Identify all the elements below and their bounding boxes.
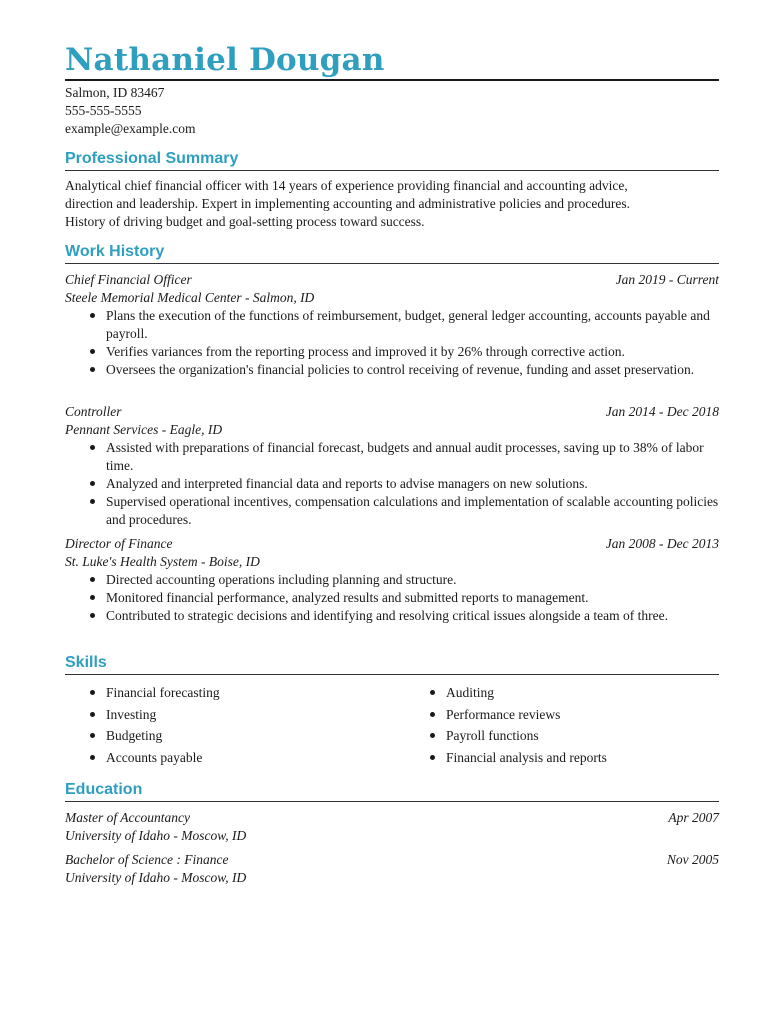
skill-item: Financial forecasting bbox=[106, 682, 405, 704]
education-school: University of Idaho - Moscow, ID bbox=[65, 870, 247, 885]
contact-phone: 555-555-5555 bbox=[65, 103, 142, 118]
work-history-heading: Work History bbox=[65, 243, 165, 260]
job-entry-controller bbox=[65, 403, 719, 529]
skill-item: Accounts payable bbox=[106, 747, 405, 769]
skill-item: Investing bbox=[106, 704, 405, 726]
skills-column-left bbox=[65, 682, 405, 769]
education-entry bbox=[65, 851, 719, 887]
skill-item: Performance reviews bbox=[446, 704, 745, 726]
job-title: Director of Finance bbox=[65, 536, 173, 551]
job-bullet: Directed accounting operations including planning and structure. bbox=[106, 571, 719, 589]
job-dates: Jan 2014 - Dec 2018 bbox=[605, 404, 719, 419]
skill-item: Payroll functions bbox=[446, 725, 745, 747]
summary-text bbox=[65, 177, 719, 231]
job-bullet: Plans the execution of the functions of reimbursement, budget, general ledger accounting, accounts payable and payroll. bbox=[106, 307, 719, 343]
job-bullets bbox=[65, 307, 719, 379]
education-degree: Bachelor of Science : Finance bbox=[65, 852, 229, 867]
education-date: Apr 2007 bbox=[668, 810, 719, 825]
education-divider bbox=[65, 801, 719, 802]
job-bullets bbox=[65, 439, 719, 529]
summary-line: Analytical chief financial officer with 14 years of experience providing financial and accounting advice, bbox=[65, 178, 628, 193]
job-title: Chief Financial Officer bbox=[65, 272, 192, 287]
work-history-divider bbox=[65, 263, 719, 264]
skills-divider bbox=[65, 674, 719, 675]
job-title: Controller bbox=[65, 404, 122, 419]
education-date: Nov 2005 bbox=[666, 852, 719, 867]
candidate-name: Nathaniel Dougan bbox=[65, 42, 385, 78]
contact-location: Salmon, ID 83467 bbox=[65, 85, 165, 100]
job-entry-cfo bbox=[65, 271, 719, 379]
skills-column-right bbox=[405, 682, 745, 769]
job-company: Pennant Services - Eagle, ID bbox=[65, 422, 223, 437]
job-company: St. Luke's Health System - Boise, ID bbox=[65, 554, 260, 569]
skill-item: Budgeting bbox=[106, 725, 405, 747]
education-degree: Master of Accountancy bbox=[65, 810, 190, 825]
job-bullet: Assisted with preparations of financial forecast, budgets and annual audit processes, saving up to 38% of labor time. bbox=[106, 439, 719, 475]
skill-item: Auditing bbox=[446, 682, 745, 704]
job-bullets bbox=[65, 571, 719, 625]
job-bullet: Oversees the organization's financial policies to control receiving of revenue, funding and asset preservation. bbox=[106, 361, 719, 379]
education-heading: Education bbox=[65, 781, 143, 798]
summary-line: History of driving budget and goal-setting process toward success. bbox=[65, 214, 425, 229]
education-entry bbox=[65, 809, 719, 845]
summary-heading: Professional Summary bbox=[65, 150, 239, 167]
job-dates: Jan 2019 - Current bbox=[615, 272, 719, 287]
job-bullet: Supervised operational incentives, compensation calculations and implementation of scalable accounting policies and procedures. bbox=[106, 494, 719, 527]
job-dates: Jan 2008 - Dec 2013 bbox=[605, 536, 719, 551]
contact-info bbox=[65, 84, 196, 138]
name-divider bbox=[65, 79, 719, 81]
contact-email: example@example.com bbox=[65, 121, 196, 136]
job-bullet: Contributed to strategic decisions and identifying and resolving critical issues alongside a team of three. bbox=[106, 607, 719, 625]
job-bullet: Monitored financial performance, analyzed results and submitted reports to management. bbox=[106, 589, 719, 607]
job-bullet: Analyzed and interpreted financial data and reports to advise managers on new solutions. bbox=[106, 475, 719, 493]
skill-item: Financial analysis and reports bbox=[446, 747, 745, 769]
job-entry-director bbox=[65, 535, 719, 625]
summary-line: direction and leadership. Expert in implementing accounting and administrative policies and procedures. bbox=[65, 196, 630, 211]
job-bullet: Verifies variances from the reporting process and improved it by 26% through corrective action. bbox=[106, 343, 719, 361]
job-company: Steele Memorial Medical Center - Salmon, ID bbox=[65, 290, 315, 305]
skills-list bbox=[65, 682, 719, 769]
summary-divider bbox=[65, 170, 719, 171]
education-school: University of Idaho - Moscow, ID bbox=[65, 828, 247, 843]
skills-heading: Skills bbox=[65, 654, 107, 671]
